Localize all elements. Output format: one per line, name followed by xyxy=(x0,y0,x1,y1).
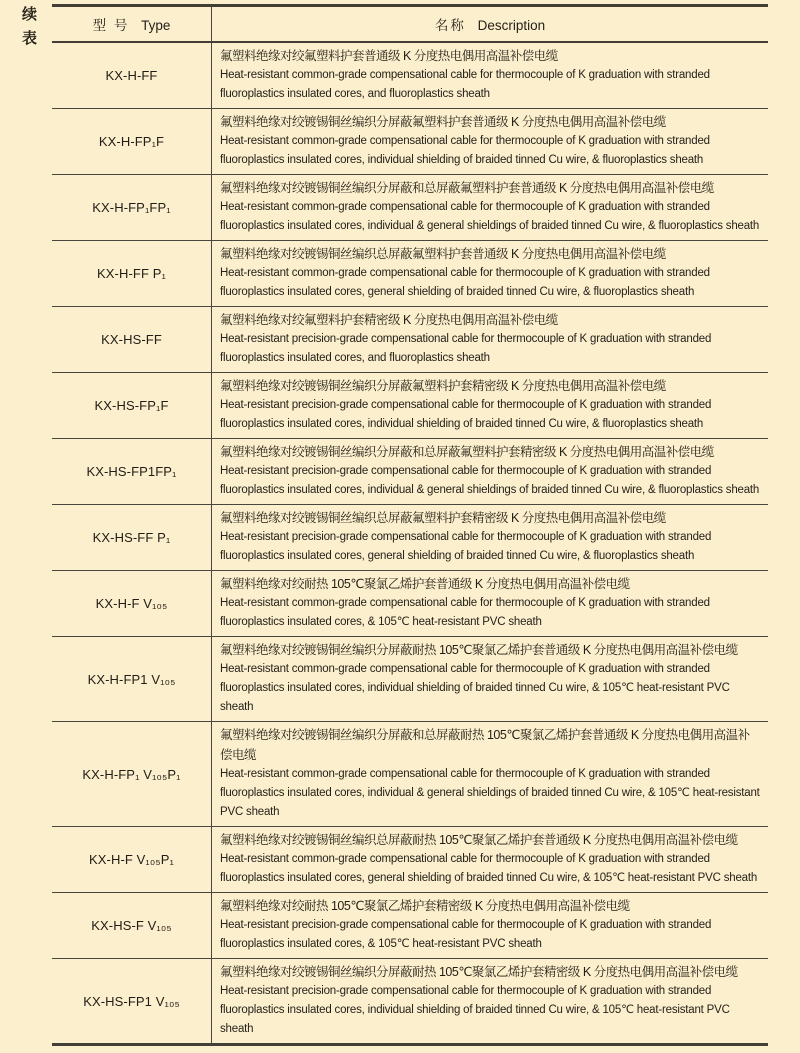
cable-description xyxy=(212,827,769,893)
column-header-description-en: Description xyxy=(477,18,546,33)
description-cn: 氟塑料绝缘对绞镀锡铜丝编织分屏蔽和总屏蔽耐热 105℃聚氯乙烯护套普通级 K 分度热电偶用高温补偿电缆 xyxy=(220,728,750,762)
description-en: Heat-resistant precision-grade compensational cable for thermocouple of K graduation with stranded fluoroplastics insulated cores, & 105℃ heat-resistant PVC sheath xyxy=(220,919,712,950)
cable-type-code: KX-HS-FP1 V₁₀₅ xyxy=(52,959,212,1045)
cable-description xyxy=(212,42,769,109)
description-en: Heat-resistant common-grade compensational cable for thermocouple of K graduation with stranded fluoroplastics insulated cores, individual shielding of braided tinned Cu wire, & 105℃ heat-resistant PVC sheath xyxy=(220,663,730,713)
description-cn: 氟塑料绝缘对绞氟塑料护套普通级 K 分度热电偶用高温补偿电缆 xyxy=(220,49,558,63)
table-row xyxy=(52,571,768,637)
cable-type-table xyxy=(52,4,768,1046)
description-cn: 氟塑料绝缘对绞镀锡铜丝编织分屏蔽氟塑料护套普通级 K 分度热电偶用高温补偿电缆 xyxy=(220,115,666,129)
description-en: Heat-resistant common-grade compensational cable for thermocouple of K graduation with stranded fluoroplastics insulated cores, general shielding of braided tinned Cu wire, & fluoroplastics sheath xyxy=(220,267,710,298)
table-row xyxy=(52,959,768,1045)
table-row xyxy=(52,109,768,175)
cable-type-code: KX-H-F V₁₀₅ xyxy=(52,571,212,637)
description-en: Heat-resistant common-grade compensational cable for thermocouple of K graduation with stranded fluoroplastics insulated cores, general shielding of braided tinned Cu wire, & 105℃ heat-resistant PVC sheath xyxy=(220,853,758,884)
description-en: Heat-resistant common-grade compensational cable for thermocouple of K graduation with stranded fluoroplastics insulated cores, & 105℃ heat-resistant PVC sheath xyxy=(220,597,710,628)
table-row xyxy=(52,637,768,722)
description-cn: 氟塑料绝缘对绞镀锡铜丝编织总屏蔽氟塑料护套精密级 K 分度热电偶用高温补偿电缆 xyxy=(220,511,666,525)
cable-description xyxy=(212,571,769,637)
cable-type-code: KX-HS-FF P₁ xyxy=(52,505,212,571)
description-en: Heat-resistant precision-grade compensational cable for thermocouple of K graduation with stranded fluoroplastics insulated cores, and fluoroplastics sheath xyxy=(220,333,712,364)
cable-type-code: KX-H-FF xyxy=(52,42,212,109)
description-en: Heat-resistant precision-grade compensational cable for thermocouple of K graduation with stranded fluoroplastics insulated cores, individual shielding of braided tinned Cu wire, & fluoroplastics sheath xyxy=(220,399,712,430)
description-en: Heat-resistant common-grade compensational cable for thermocouple of K graduation with stranded fluoroplastics insulated cores, individual & general shieldings of braided tinned Cu wire, & fluoroplastics sheath xyxy=(220,201,760,232)
cable-description xyxy=(212,893,769,959)
table-row xyxy=(52,42,768,109)
description-cn: 氟塑料绝缘对绞耐热 105℃聚氯乙烯护套精密级 K 分度热电偶用高温补偿电缆 xyxy=(220,899,630,913)
description-cn: 氟塑料绝缘对绞镀锡铜丝编织总屏蔽耐热 105℃聚氯乙烯护套普通级 K 分度热电偶用高温补偿电缆 xyxy=(220,833,738,847)
cable-description xyxy=(212,637,769,722)
description-cn: 氟塑料绝缘对绞镀锡铜丝编织分屏蔽氟塑料护套精密级 K 分度热电偶用高温补偿电缆 xyxy=(220,379,666,393)
cable-type-code: KX-H-F V₁₀₅P₁ xyxy=(52,827,212,893)
cable-type-code: KX-H-FF P₁ xyxy=(52,241,212,307)
cable-type-code: KX-H-FP₁F xyxy=(52,109,212,175)
cable-description xyxy=(212,439,769,505)
cable-description xyxy=(212,722,769,827)
cable-type-code: KX-H-FP1 V₁₀₅ xyxy=(52,637,212,722)
description-en: Heat-resistant precision-grade compensational cable for thermocouple of K graduation with stranded fluoroplastics insulated cores, general shielding of braided tinned Cu wire, & fluoroplastics sheath xyxy=(220,531,712,562)
cable-type-code: KX-HS-FP1FP₁ xyxy=(52,439,212,505)
table-row xyxy=(52,893,768,959)
cable-description xyxy=(212,959,769,1045)
table-row xyxy=(52,505,768,571)
column-header-description-cn: 名称 xyxy=(434,18,466,33)
cable-description xyxy=(212,505,769,571)
table-row xyxy=(52,175,768,241)
description-cn: 氟塑料绝缘对绞镀锡铜丝编织分屏蔽和总屏蔽氟塑料护套精密级 K 分度热电偶用高温补偿电缆 xyxy=(220,445,714,459)
table-row xyxy=(52,827,768,893)
cable-description xyxy=(212,307,769,373)
cable-type-code: KX-HS-F V₁₀₅ xyxy=(52,893,212,959)
table-row xyxy=(52,241,768,307)
description-cn: 氟塑料绝缘对绞镀锡铜丝编织分屏蔽耐热 105℃聚氯乙烯护套精密级 K 分度热电偶用高温补偿电缆 xyxy=(220,965,738,979)
column-header-description xyxy=(212,6,769,43)
table-row xyxy=(52,373,768,439)
column-header-type xyxy=(52,6,212,43)
description-en: Heat-resistant common-grade compensational cable for thermocouple of K graduation with stranded fluoroplastics insulated cores, and fluoroplastics sheath xyxy=(220,69,710,100)
description-en: Heat-resistant common-grade compensational cable for thermocouple of K graduation with stranded fluoroplastics insulated cores, individual shielding of braided tinned Cu wire, & fluoroplastics sheath xyxy=(220,135,710,166)
table-row xyxy=(52,439,768,505)
column-header-type-cn: 型 号 xyxy=(92,18,130,33)
cable-type-code: KX-HS-FP₁F xyxy=(52,373,212,439)
cable-type-code: KX-H-FP₁ V₁₀₅P₁ xyxy=(52,722,212,827)
cable-type-code: KX-HS-FF xyxy=(52,307,212,373)
cable-description xyxy=(212,241,769,307)
cable-type-code: KX-H-FP₁FP₁ xyxy=(52,175,212,241)
description-cn: 氟塑料绝缘对绞镀锡铜丝编织分屏蔽耐热 105℃聚氯乙烯护套普通级 K 分度热电偶用高温补偿电缆 xyxy=(220,643,738,657)
description-cn: 氟塑料绝缘对绞氟塑料护套精密级 K 分度热电偶用高温补偿电缆 xyxy=(220,313,558,327)
table-row xyxy=(52,307,768,373)
table-header-row xyxy=(52,6,768,43)
description-en: Heat-resistant precision-grade compensational cable for thermocouple of K graduation with stranded fluoroplastics insulated cores, individual & general shieldings of braided tinned Cu wire, & fluoroplastics sheath xyxy=(220,465,760,496)
description-en: Heat-resistant common-grade compensational cable for thermocouple of K graduation with stranded fluoroplastics insulated cores, individual & general shieldings of braided tinned Cu wire, & 105℃ heat-resistant PVC sheath xyxy=(220,768,760,818)
description-cn: 氟塑料绝缘对绞耐热 105℃聚氯乙烯护套普通级 K 分度热电偶用高温补偿电缆 xyxy=(220,577,630,591)
cable-description xyxy=(212,109,769,175)
cable-description xyxy=(212,175,769,241)
cable-description xyxy=(212,373,769,439)
description-cn: 氟塑料绝缘对绞镀锡铜丝编织分屏蔽和总屏蔽氟塑料护套普通级 K 分度热电偶用高温补偿电缆 xyxy=(220,181,714,195)
table-row xyxy=(52,722,768,827)
description-en: Heat-resistant precision-grade compensational cable for thermocouple of K graduation with stranded fluoroplastics insulated cores, individual shielding of braided tinned Cu wire, & 105℃ heat-resistant PVC sheath xyxy=(220,985,730,1035)
column-header-type-en: Type xyxy=(141,18,171,33)
continued-table-label: 续表 xyxy=(20,6,37,54)
description-cn: 氟塑料绝缘对绞镀锡铜丝编织总屏蔽氟塑料护套普通级 K 分度热电偶用高温补偿电缆 xyxy=(220,247,666,261)
